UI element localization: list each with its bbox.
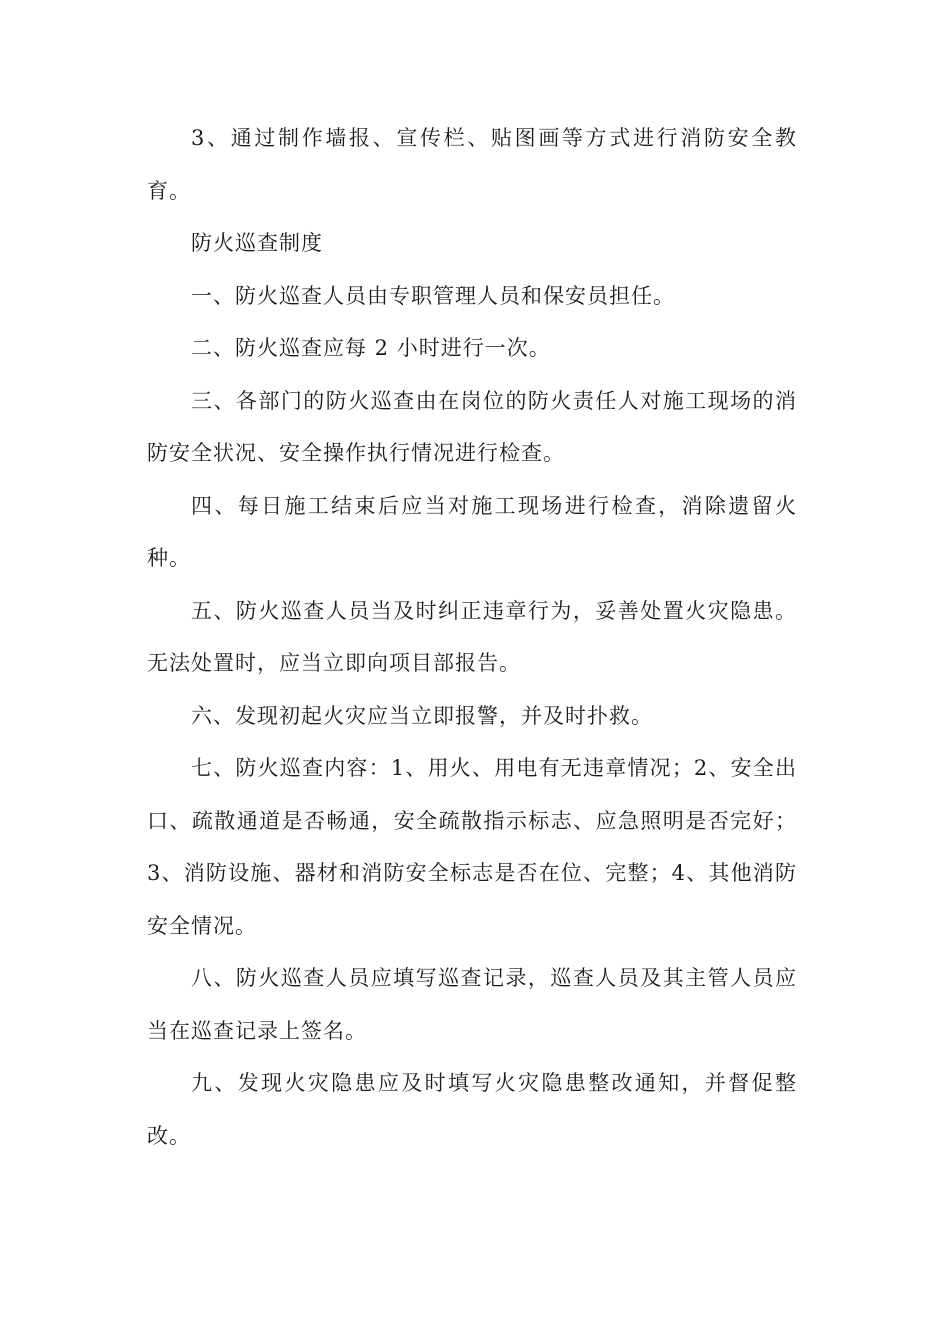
document-body [147, 112, 797, 1162]
paragraph-rule-6: 六、发现初起火灾应当立即报警，并及时扑救。 [191, 703, 653, 728]
section-heading-fire-patrol-system: 防火巡查制度 [191, 231, 323, 255]
paragraph-rule-3: 三、各部门的防火巡查由在岗位的防火责任人对施工现场的消防安全状况、安全操作执行情况进行检查。 [147, 388, 797, 465]
paragraph-rule-4: 四、每日施工结束后应当对施工现场进行检查，消除遗留火种。 [147, 493, 797, 570]
paragraph-rule-9: 九、发现火灾隐患应及时填写火灾隐患整改通知，并督促整改。 [147, 1071, 797, 1148]
paragraph-rule-7: 七、防火巡查内容：1、用火、用电有无违章情况；2、安全出口、疏散通道是否畅通，安全疏散指示标志、应急照明是否完好；3、消防设施、器材和消防安全标志是否在位、完整；4、其他消防安全情况。 [147, 756, 797, 938]
paragraph-rule-2: 二、防火巡查应每 2 小时进行一次。 [191, 336, 551, 360]
paragraph-rule-5: 五、防火巡查人员当及时纠正违章行为，妥善处置火灾隐患。无法处置时，应当立即向项目部报告。 [147, 598, 797, 675]
paragraph-rule-1: 一、防火巡查人员由专职管理人员和保安员担任。 [191, 283, 675, 308]
paragraph-fire-safety-education: 3、通过制作墙报、宣传栏、贴图画等方式进行消防安全教育。 [147, 126, 797, 203]
paragraph-rule-8: 八、防火巡查人员应填写巡查记录，巡查人员及其主管人员应当在巡查记录上签名。 [147, 966, 797, 1043]
